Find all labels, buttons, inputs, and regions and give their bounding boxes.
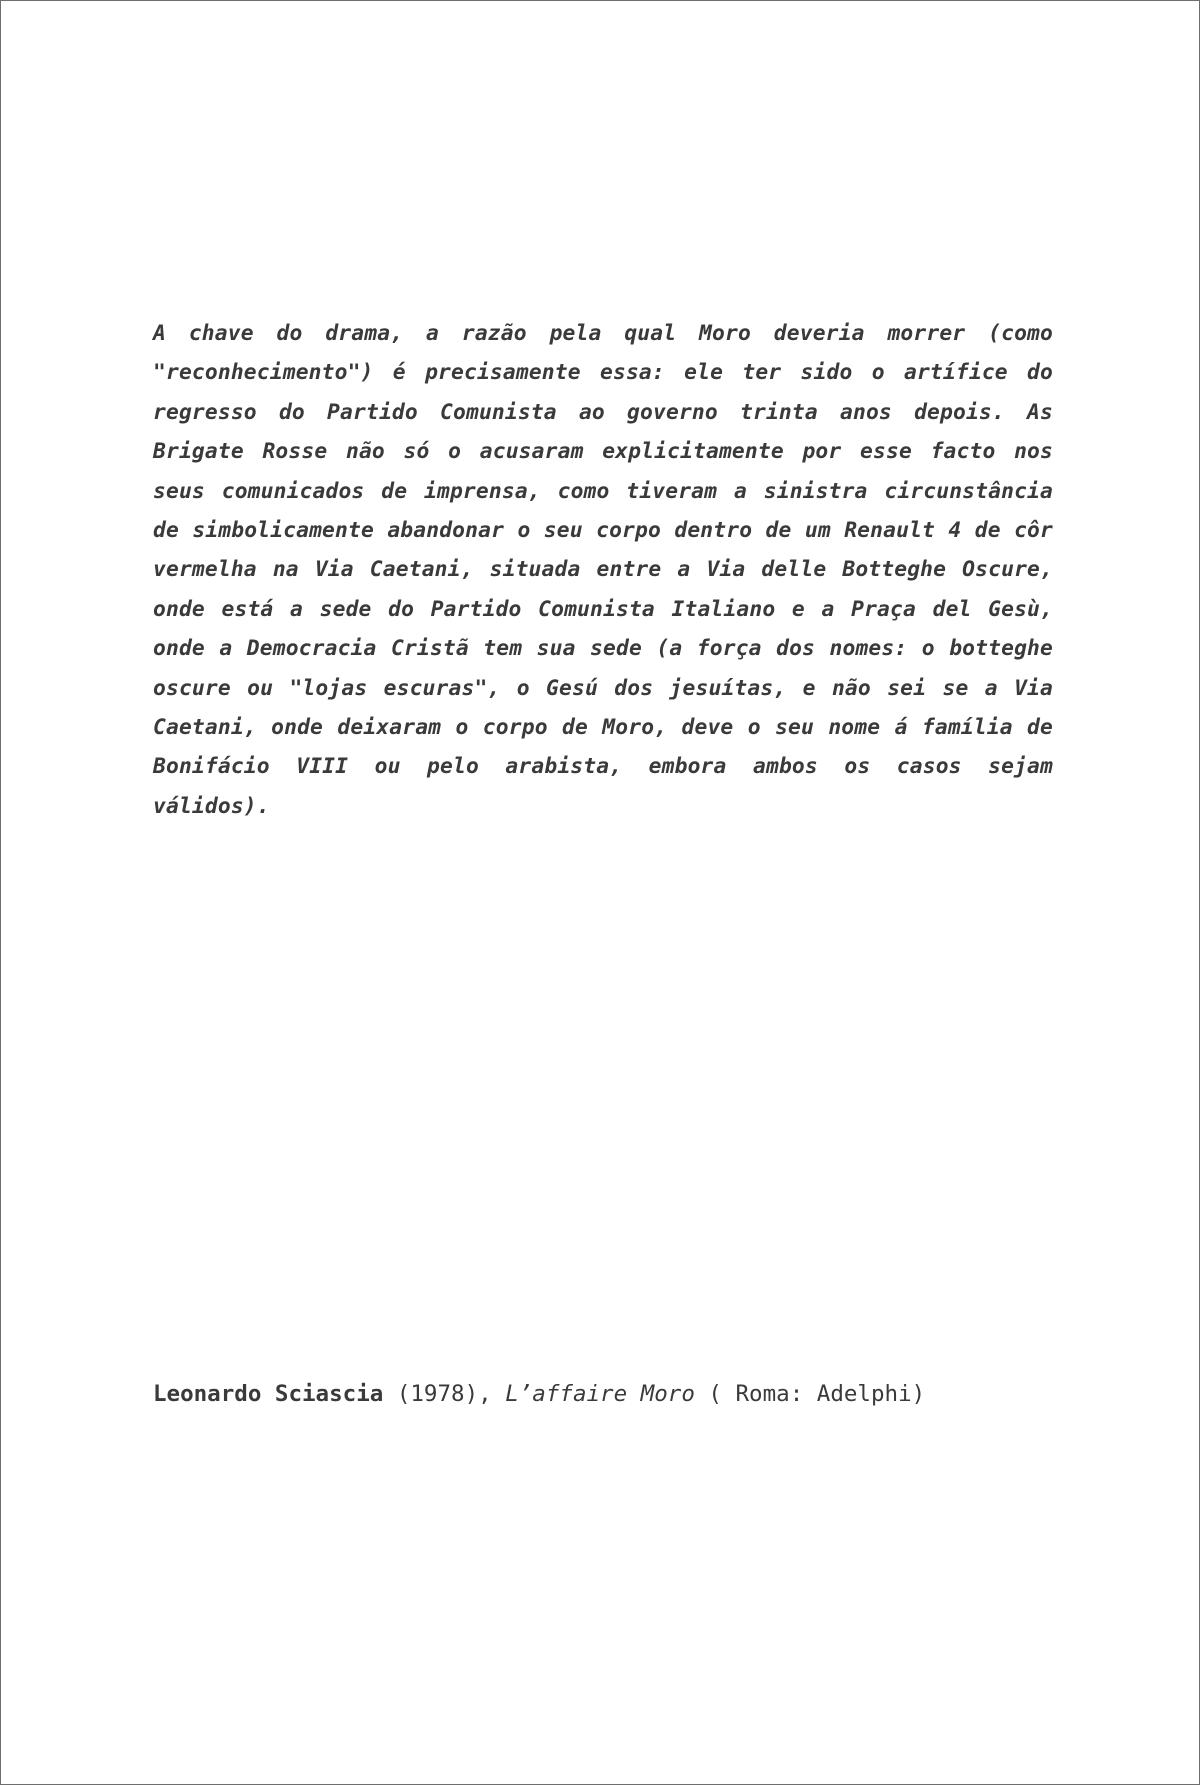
citation-publisher: ( Roma: Adelphi)	[694, 1381, 926, 1407]
citation-author: Leonardo Sciascia	[153, 1381, 384, 1407]
citation-title: L’affaire Moro	[505, 1381, 695, 1407]
citation-year: (1978),	[383, 1381, 506, 1407]
citation	[153, 1378, 925, 1410]
quote-paragraph: A chave do drama, a razão pela qual Moro deveria morrer (como "reconhecimento") é precisamente essa: ele ter sido o artífice do regresso do Partido Comunista ao governo trinta anos depois. As Brigate Rosse não só o acusaram explicitamente por esse facto nos seus comunicados de imprensa, como tiveram a sinistra circunstância de simbolicamente abandonar o seu corpo dentro de um Renault 4 de côr vermelha na Via Caetani, situada entre a Via delle Botteghe Oscure, onde está a sede do Partido Comunista Italiano e a Praça del Gesù, onde a Democracia Cristã tem sua sede (a força dos nomes: o botteghe oscure ou "lojas escuras", o Gesú dos jesuítas, e não sei se a Via Caetani, onde deixaram o corpo de Moro, deve o seu nome á família de Bonifácio VIII ou pelo arabista, embora ambos os casos sejam válidos).	[153, 321, 1053, 819]
